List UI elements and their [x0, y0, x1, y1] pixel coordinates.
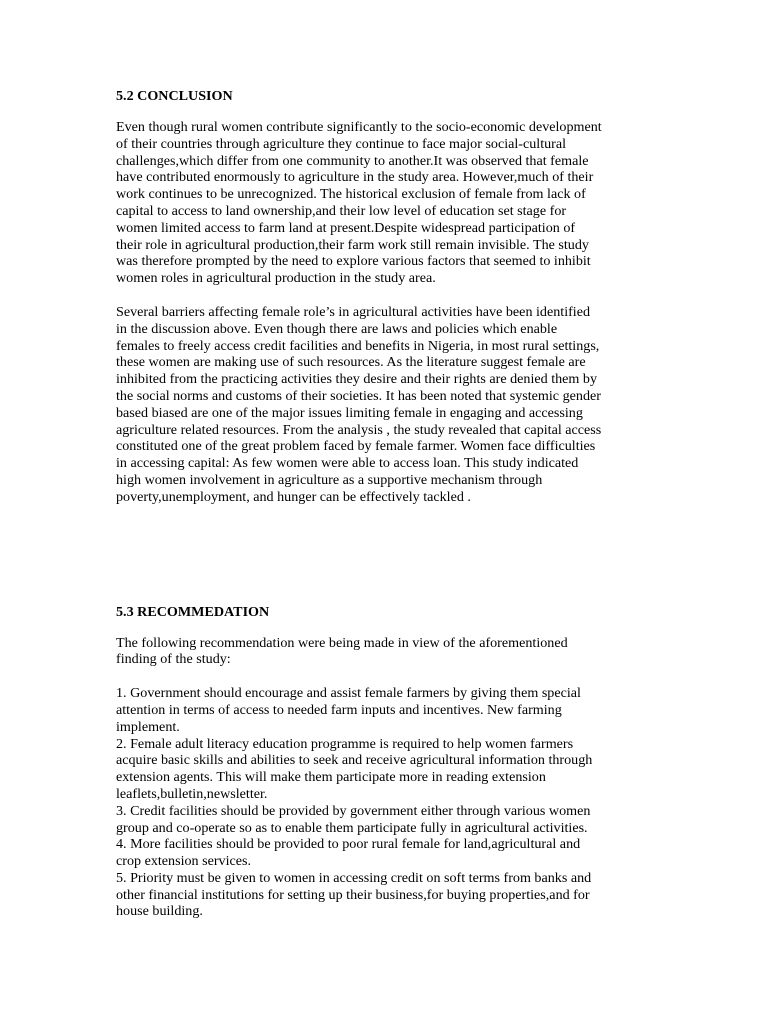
- list-item: 3. Credit facilities should be provided by government either through various women group and co-operate so as to enable them participate fully in agricultural activities.: [116, 802, 591, 836]
- list-item: 4. More facilities should be provided to poor rural female for land,agricultural and crop extension services.: [116, 836, 581, 870]
- conclusion-paragraph-1: Even though rural women contribute significantly to the socio-economic development of their countries through agriculture they continue to face major social-cultural challenges,which differ from one community to another.It was observed that female have contributed enormously to agriculture in the study area. However,much of their work continues to be unrecognized. The historical exclusion of female from lack of capital to access to land ownership,and their low level of education set stage for women limited access to farm land at present.Despite widespread participation of their role in agricultural production,their farm work still remain invisible. The study was therefore prompted by the need to explore various factors that seemed to inhibit women roles in agricultural production in the study area.: [116, 119, 602, 287]
- list-item: 1. Government should encourage and assist female farmers by giving them special attention in terms of access to needed farm inputs and incentives. New farming implement.: [116, 685, 581, 735]
- section-heading-conclusion: 5.2 CONCLUSION: [116, 88, 233, 104]
- list-item: 2. Female adult literacy education programme is required to help women farmers acquire basic skills and abilities to seek and receive agricultural information through extension agents. This will make them participate more in reading extension leaflets,bulletin,newsletter.: [116, 735, 593, 802]
- recommendation-intro: The following recommendation were being made in view of the aforementioned finding of the study:: [116, 634, 568, 668]
- recommendation-list: [116, 685, 656, 920]
- section-heading-recommendation: 5.3 RECOMMEDATION: [116, 603, 270, 620]
- conclusion-paragraph-2: Several barriers affecting female role’s in agricultural activities have been identified in the discussion above. Even though there are laws and policies which enable females to freely access credit facilities and benefits in Nigeria, in most rural settings, these women are making use of such resources. As the literature suggest female are inhibited from the practicing activities they desire and their rights are denied them by the social norms and customs of their societies. It has been noted that systemic gender based biased are one of the major issues limiting female in engaging and accessing agriculture related resources. From the analysis , the study revealed that capital access constituted one of the great problem faced by female farmer. Women face difficulties in accessing capital: As few women were able to access loan. This study indicated high women involvement in agriculture as a supportive mechanism through poverty,unemployment, and hunger can be effectively tackled .: [116, 303, 602, 505]
- list-item: 5. Priority must be given to women in accessing credit on soft terms from banks and other financial institutions for setting up their business,for buying properties,and for house building.: [116, 869, 592, 920]
- document-page: [116, 86, 656, 920]
